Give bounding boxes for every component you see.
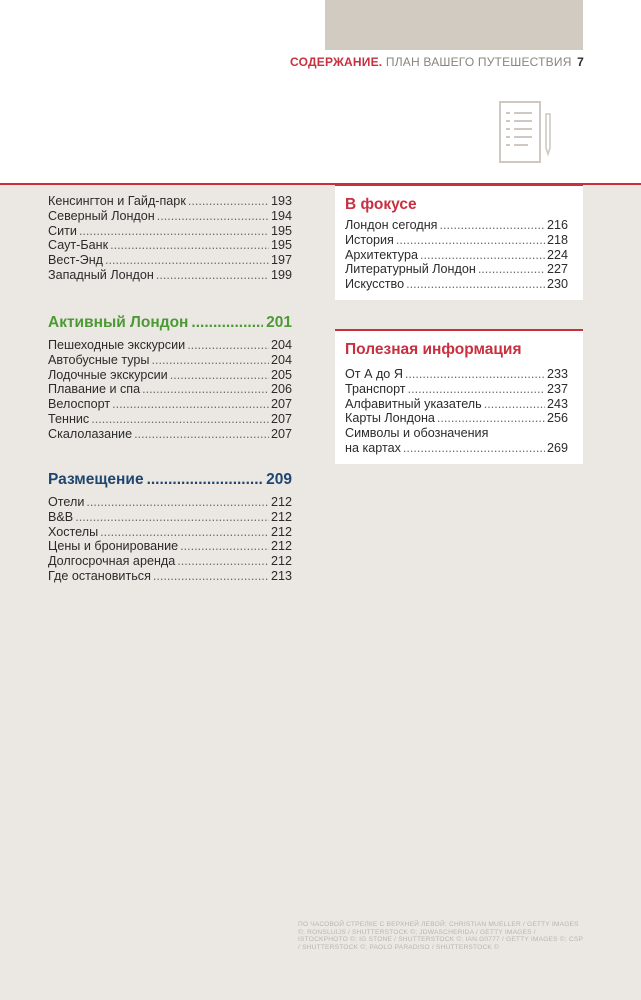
list-item[interactable]: От А до Я ..... 233 xyxy=(345,367,568,382)
section-heading-lodging[interactable]: Размещение ..... 209 xyxy=(48,471,292,489)
top-tab xyxy=(325,0,583,50)
list-item[interactable]: Вест-Энд ..... 197 xyxy=(48,253,292,268)
list-item[interactable]: Долгосрочная аренда ..... 212 xyxy=(48,554,292,569)
document-checklist-icon xyxy=(494,100,556,166)
list-item[interactable]: Карты Лондона ..... 256 xyxy=(345,411,568,426)
list-item[interactable]: История ..... 218 xyxy=(345,233,568,248)
list-item-multiline-line2[interactable]: на картах ..... 269 xyxy=(345,441,568,456)
list-item[interactable]: Лодочные экскурсии ..... 205 xyxy=(48,368,292,383)
list-item[interactable]: Кенсингтон и Гайд-парк ..... 193 xyxy=(48,194,292,209)
list-item[interactable]: Транспорт ..... 237 xyxy=(345,382,568,397)
header-subtitle: ПЛАН ВАШЕГО ПУТЕШЕСТВИЯ xyxy=(385,55,572,69)
districts-list xyxy=(48,194,292,283)
list-item[interactable]: Западный Лондон ..... 199 xyxy=(48,268,292,283)
list-item[interactable]: Архитектура ..... 224 xyxy=(345,248,568,263)
list-item[interactable]: Автобусные туры ..... 204 xyxy=(48,353,292,368)
list-item[interactable]: Где остановиться ..... 213 xyxy=(48,569,292,584)
list-item[interactable]: Сити ..... 195 xyxy=(48,224,292,239)
photo-credits: ПО ЧАСОВОЙ СТРЕЛКЕ С ВЕРХНЕЙ ЛЕВОЙ: CHRISTIAN MUELLER / GETTY IMAGES ©; RONSLUIJS / SHUTTERSTOCK ©; JDWASCHERIDA / GETTY IMAGES / ISTOCKPHOTO ©; IG STONE / SHUTTERSTOCK ©; IAN.G0777 / GETTY IMAGES ©; CSP / SHUTTERSTOCK ©; PAOLO PARADISO / SHUTTERSTOCK © xyxy=(298,921,583,951)
list-item[interactable]: Велоспорт ..... 207 xyxy=(48,397,292,412)
list-item[interactable]: Саут-Банк ..... 195 xyxy=(48,238,292,253)
useful-info-title: Полезная информация xyxy=(345,341,522,358)
list-item[interactable]: Северный Лондон ..... 194 xyxy=(48,209,292,224)
active-london-section xyxy=(48,314,292,442)
list-item-multiline-line1[interactable]: Символы и обозначения xyxy=(345,426,489,441)
list-item[interactable]: Отели ..... 212 xyxy=(48,495,292,510)
section-heading-active[interactable]: Активный Лондон ..... 201 xyxy=(48,314,292,332)
list-item[interactable]: Лондон сегодня ..... 216 xyxy=(345,218,568,233)
list-item[interactable]: Пешеходные экскурсии ..... 204 xyxy=(48,338,292,353)
useful-info-box xyxy=(335,329,583,464)
header-accent: СОДЕРЖАНИЕ. xyxy=(290,55,383,69)
running-header xyxy=(290,55,584,69)
list-item[interactable]: Хостелы ..... 212 xyxy=(48,525,292,540)
page-number: 7 xyxy=(577,55,584,69)
in-focus-box xyxy=(335,184,583,300)
list-item[interactable]: Искусство ..... 230 xyxy=(345,277,568,292)
in-focus-title: В фокусе xyxy=(345,196,417,213)
list-item[interactable]: Скалолазание ..... 207 xyxy=(48,427,292,442)
list-item[interactable]: Алфавитный указатель ..... 243 xyxy=(345,397,568,412)
list-item[interactable]: Цены и бронирование ..... 212 xyxy=(48,539,292,554)
list-item[interactable]: Плавание и спа ..... 206 xyxy=(48,382,292,397)
list-item[interactable]: Литературный Лондон ..... 227 xyxy=(345,262,568,277)
list-item[interactable]: B&B ..... 212 xyxy=(48,510,292,525)
lodging-section xyxy=(48,471,292,584)
list-item[interactable]: Теннис ..... 207 xyxy=(48,412,292,427)
